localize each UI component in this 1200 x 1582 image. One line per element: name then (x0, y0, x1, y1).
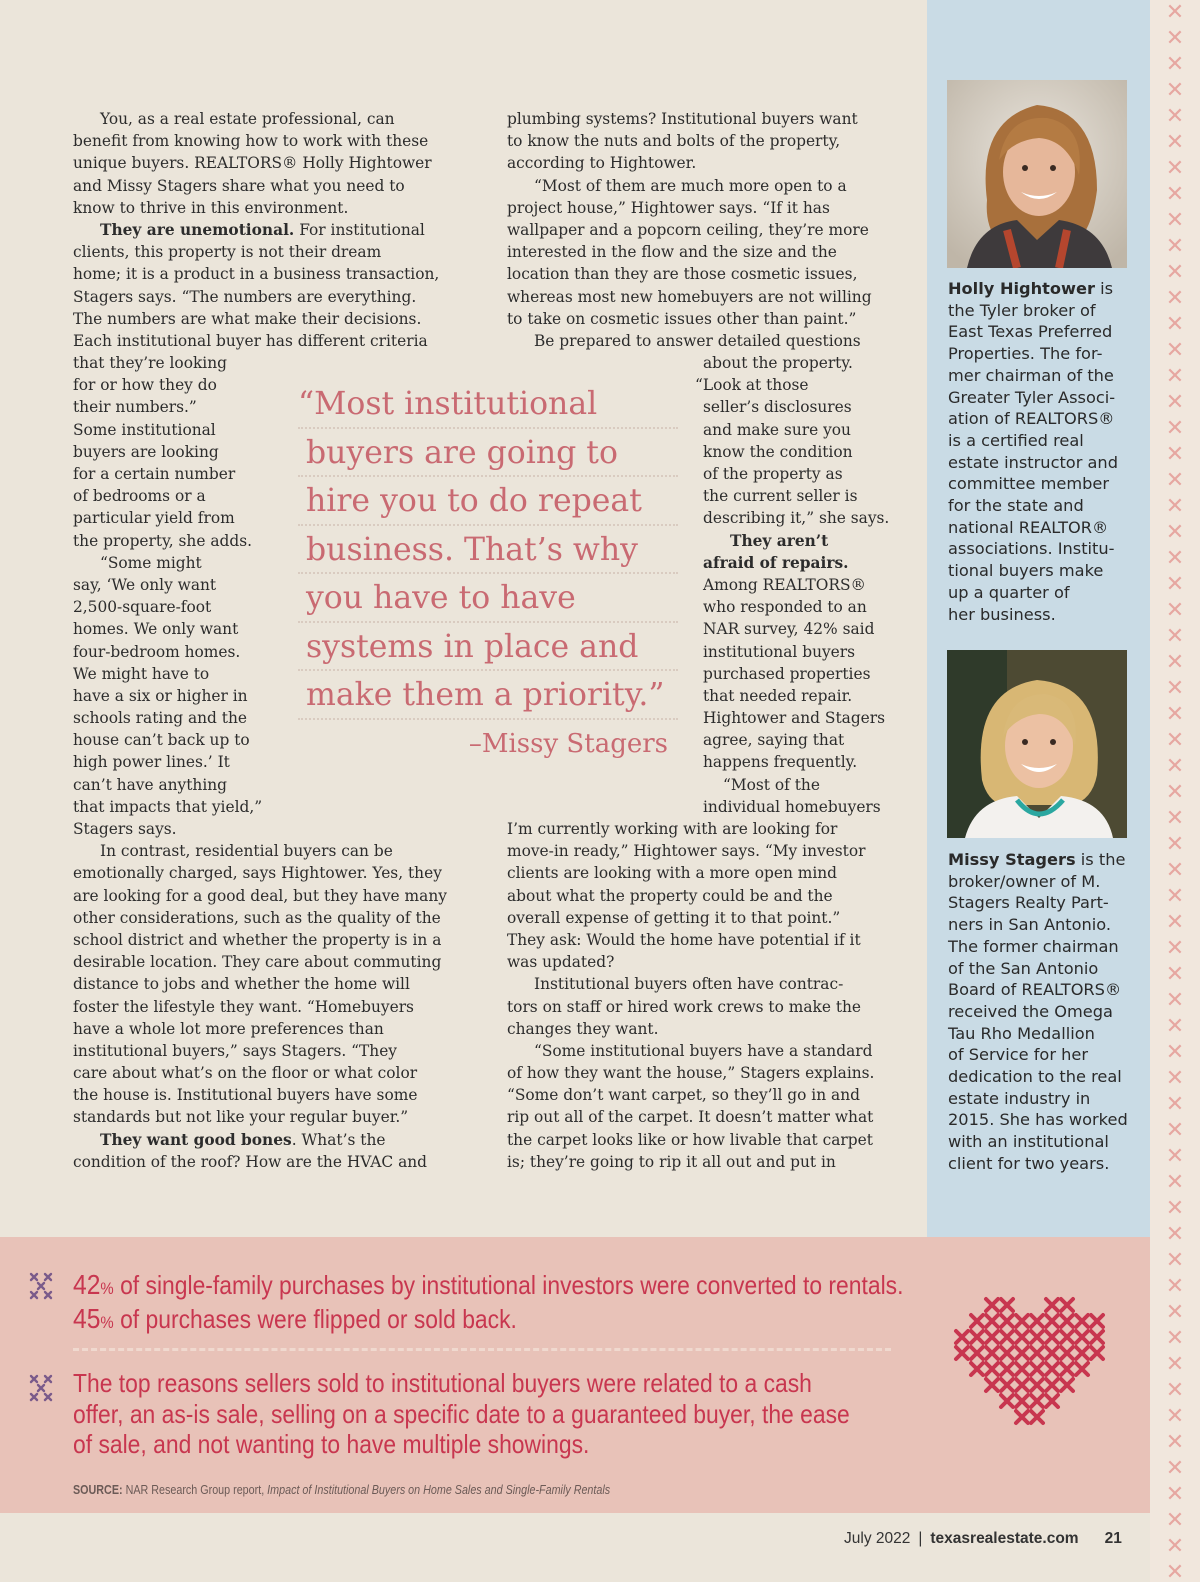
stat-flipped-number: 45 (73, 1303, 101, 1334)
bio-line (948, 849, 1138, 871)
text-line-content: clients are looking with a more open mind (507, 864, 838, 883)
pull-quote-line: hire you to do repeat (298, 477, 678, 526)
text-line (73, 1129, 447, 1151)
text-line-content: who responded to an (703, 598, 867, 617)
text-line (507, 308, 889, 330)
text-line (507, 1129, 889, 1151)
text-line (507, 1106, 889, 1128)
source-citation (73, 1483, 610, 1497)
missy-stagers-photo (947, 650, 1127, 838)
text-line-content: institutional buyers (703, 642, 856, 661)
page-number: 21 (1104, 1530, 1122, 1547)
text-line-content: that needed repair. (703, 686, 853, 705)
x-border-icon: ✕ (1165, 390, 1185, 415)
x-border-icon: ✕ (1165, 0, 1185, 25)
text-line (73, 263, 447, 285)
text-line (507, 108, 889, 130)
text-line-content: purchased properties (703, 664, 871, 683)
text-line (73, 108, 447, 130)
bio-line: Tau Rho Medallion (948, 1023, 1095, 1043)
text-line (507, 885, 889, 907)
x-border-icon: ✕ (1165, 364, 1185, 389)
x-border-icon: ✕ (1165, 910, 1185, 935)
bio-line: ners in San Antonio. (948, 915, 1112, 935)
text-line (73, 862, 447, 884)
text-line (507, 996, 889, 1018)
text-line-content: the house is. Institutional buyers have some (73, 1086, 418, 1105)
stat-rentals-text: of single-family purchases by institutional investors were converted to rentals. (113, 1270, 904, 1300)
text-line-content: seller’s disclosures (703, 398, 852, 417)
text-line-content: clients, this property is not their dream (73, 243, 382, 262)
text-line (73, 1040, 447, 1062)
text-line-content: overall expense of getting it to that point.” (507, 908, 841, 927)
x-border-icon: ✕ (1165, 598, 1185, 623)
text-line-content: school district and whether the property is in a (73, 930, 442, 949)
subhead-repairs-1: They aren’t (730, 531, 829, 550)
bio-line: committee member (948, 474, 1109, 494)
bio-line: for the state and (948, 496, 1084, 516)
x-border-icon: ✕ (1165, 286, 1185, 311)
website-link[interactable]: texasrealestate.com (930, 1530, 1079, 1547)
text-line-content: say, ‘We only want (73, 575, 217, 594)
text-line (73, 840, 447, 862)
text-line-content: house can’t back up to (73, 731, 250, 750)
text-line-content: “Most of the (723, 775, 820, 794)
missy-stagers-bio (948, 849, 1138, 1175)
text-line (507, 286, 889, 308)
text-line (507, 973, 889, 995)
text-line (73, 907, 447, 929)
stat-flipped-percent: % (100, 1313, 114, 1332)
x-border-icon: ✕ (1165, 806, 1185, 831)
x-border-icon: ✕ (1165, 702, 1185, 727)
x-border-icon: ✕ (1165, 676, 1185, 701)
text-line-content: schools rating and the (73, 709, 248, 728)
text-line (73, 352, 447, 374)
source-text: NAR Research Group report, (122, 1483, 268, 1497)
text-line-content: that they’re looking (73, 354, 227, 373)
text-line-content: of bedrooms or a (73, 487, 206, 506)
x-border-icon: ✕ (1165, 1482, 1185, 1507)
bio-text: is (1094, 279, 1114, 298)
x-border-icon: ✕ (1165, 338, 1185, 363)
bio-line: 2015. She has worked (948, 1110, 1128, 1130)
text-line-content: “Some don’t want carpet, so they’ll go in and (507, 1086, 860, 1105)
x-border-icon: ✕ (1165, 1248, 1185, 1273)
bio-line: associations. Institu- (948, 539, 1115, 559)
text-line (73, 330, 447, 352)
x-border-icon: ✕ (1165, 520, 1185, 545)
text-line (73, 197, 447, 219)
text-line-content: unique buyers. REALTORS® Holly Hightower (73, 154, 432, 173)
text-line (507, 862, 889, 884)
text-line (73, 774, 447, 796)
text-line-content: their numbers.” (73, 398, 197, 417)
text-line-content: interested in the flow and the size and the (507, 243, 837, 262)
text-line-content: was updated? (507, 953, 615, 972)
pull-quote-attribution: –Missy Stagers (468, 728, 668, 759)
bio-line: with an institutional (948, 1132, 1109, 1152)
text-line (73, 241, 447, 263)
stats-band (0, 1237, 1150, 1513)
x-border-icon: ✕ (1165, 728, 1185, 753)
cross-stitch-icon (28, 1271, 58, 1305)
text-line-content: care about what’s on the floor or what color (73, 1064, 418, 1083)
text-line (73, 885, 447, 907)
stat-flipped-text: of purchases were flipped or sold back. (113, 1304, 517, 1334)
text-line (507, 774, 889, 796)
bio-line: Greater Tyler Associ- (948, 387, 1116, 407)
text-line (507, 241, 889, 263)
text-line (73, 1062, 447, 1084)
text-line-content: homes. We only want (73, 620, 239, 639)
text-line-content: move-in ready,” Hightower says. “My investor (507, 842, 866, 861)
x-border-icon: ✕ (1165, 130, 1185, 155)
text-line-content: NAR survey, 42% said (703, 620, 875, 639)
text-line-content: foster the lifestyle they want. “Homebuyers (73, 997, 414, 1016)
x-border-icon: ✕ (1165, 208, 1185, 233)
text-line (73, 973, 447, 995)
text-line (507, 907, 889, 929)
text-line (73, 152, 447, 174)
x-border-icon: ✕ (1165, 260, 1185, 285)
text-line-content: the property, she adds. (73, 531, 252, 550)
pull-quote-line: buyers are going to (298, 429, 678, 478)
text-line-content: know to thrive in this environment. (73, 198, 349, 217)
bio-line (948, 278, 1138, 300)
bio-line: estate industry in (948, 1088, 1091, 1108)
bio-text: is the (1075, 850, 1126, 869)
text-line-content: have a whole lot more preferences than (73, 1019, 384, 1038)
pull-quote-line: “Most institutional (298, 380, 678, 429)
text-line-content: know the condition (703, 442, 853, 461)
x-border-icon: ✕ (1165, 494, 1185, 519)
holly-name: Holly Hightower (948, 279, 1095, 298)
x-border-icon: ✕ (1165, 52, 1185, 77)
text-line-content: for or how they do (73, 376, 217, 395)
x-border-icon: ✕ (1165, 884, 1185, 909)
x-border-icon: ✕ (1165, 234, 1185, 259)
text-line-content: Institutional buyers often have contrac- (534, 975, 844, 994)
text-line (507, 929, 889, 951)
subhead-unemotional: They are unemotional. (100, 220, 295, 239)
stat-rentals-number: 42 (73, 1269, 101, 1300)
text-line (73, 286, 447, 308)
text-line-content: condition of the roof? How are the HVAC and (73, 1152, 428, 1171)
text-line-content: They ask: Would the home have potential if it (507, 930, 861, 949)
text-line-content: can’t have anything (73, 775, 228, 794)
x-border-icon: ✕ (1165, 858, 1185, 883)
text-line (507, 840, 889, 862)
x-border-icon: ✕ (1165, 962, 1185, 987)
x-border-icon: ✕ (1165, 1196, 1185, 1221)
bio-line: mer chairman of the (948, 365, 1114, 385)
text-line-content: emotionally charged, says Hightower. Yes, they (73, 864, 442, 883)
text-line-content: changes they want. (507, 1019, 659, 1038)
x-border-icon: ✕ (1165, 156, 1185, 181)
x-border-icon: ✕ (1165, 1560, 1185, 1582)
text-line-content: describing it,” she says. (703, 509, 890, 528)
pull-quote (298, 380, 678, 766)
text-line-content: buyers are looking (73, 442, 219, 461)
text-line (507, 951, 889, 973)
x-border-icon: ✕ (1165, 1144, 1185, 1169)
text-line-content: of how they want the house,” Stagers explains. (507, 1064, 875, 1083)
text-line-content: about what the property could be and the (507, 886, 833, 905)
text-line-content: “Most of them are much more open to a (534, 176, 847, 195)
bio-line: Board of REALTORS® (948, 980, 1122, 1000)
text-line (73, 219, 447, 241)
text-line-content: Each institutional buyer has different criteria (73, 331, 428, 350)
bio-line: client for two years. (948, 1153, 1110, 1173)
text-line (73, 1151, 447, 1173)
text-line-content: of the property as (703, 465, 843, 483)
text-line (73, 308, 447, 330)
x-border-icon: ✕ (1165, 1534, 1185, 1559)
text-line-content: is; they’re going to rip it all out and put in (507, 1152, 836, 1171)
issue-date: July 2022 (844, 1530, 911, 1547)
text-line (507, 1084, 889, 1106)
text-line-content: You, as a real estate professional, can (100, 110, 395, 128)
x-border-icon: ✕ (1165, 780, 1185, 805)
text-line (507, 1040, 889, 1062)
dashed-divider (73, 1348, 891, 1351)
text-line (73, 996, 447, 1018)
x-border-icon: ✕ (1165, 624, 1185, 649)
text-line (73, 929, 447, 951)
x-border-icon: ✕ (1165, 1118, 1185, 1143)
text-line-content: plumbing systems? Institutional buyers want (507, 110, 858, 128)
bio-line: dedication to the real (948, 1067, 1122, 1087)
subhead-repairs-2: afraid of repairs. (703, 553, 849, 572)
text-line-content: according to Hightower. (507, 154, 697, 173)
text-line-content: and Missy Stagers share what you need to (73, 176, 405, 195)
text-line-content: I’m currently working with are looking for (507, 820, 838, 838)
text-line (507, 796, 889, 818)
source-title: Impact of Institutional Buyers on Home Sales and Single-Family Rentals (267, 1483, 611, 1497)
bio-line: the Tyler broker of (948, 300, 1096, 320)
x-border-icon: ✕ (1165, 988, 1185, 1013)
x-border-icon: ✕ (1165, 546, 1185, 571)
cross-stitch-icon (28, 1373, 58, 1407)
text-line-content: Stagers says. “The numbers are everything. (73, 287, 417, 306)
text-line (73, 818, 447, 840)
x-border-icon: ✕ (1165, 416, 1185, 441)
text-line-content: individual homebuyers (703, 797, 881, 816)
stat-reason-line-2: offer, an as-is sale, selling on a specific date to a guaranteed buyer, the ease (73, 1399, 850, 1429)
text-line (507, 263, 889, 285)
bio-line: national REALTOR® (948, 517, 1109, 537)
x-border-icon: ✕ (1165, 1352, 1185, 1377)
bio-line: of the San Antonio (948, 958, 1099, 978)
text-line (73, 1106, 447, 1128)
text-line-content: In contrast, residential buyers can be (100, 842, 393, 861)
text-line-content: desirable location. They care about commuting (73, 953, 442, 972)
text-line-content: four-bedroom homes. (73, 642, 241, 661)
text-line-content: home; it is a product in a business transaction, (73, 265, 440, 284)
bio-line: her business. (948, 604, 1056, 624)
text-line-content: 2,500-square-foot (73, 598, 212, 617)
text-line-content: tors on staff or hired work crews to make the (507, 997, 862, 1016)
x-border-icon: ✕ (1165, 1014, 1185, 1039)
x-border-icon: ✕ (1165, 26, 1185, 51)
bio-line: tional buyers make (948, 561, 1104, 581)
stat-flipped (73, 1303, 517, 1338)
text-line-content: Be prepared to answer detailed questions (534, 331, 861, 350)
text-line-content: Among REALTORS® (703, 575, 866, 594)
bio-line: estate instructor and (948, 452, 1118, 472)
text-line (507, 130, 889, 152)
x-border-icon: ✕ (1165, 1066, 1185, 1091)
text-line-content: about the property. (703, 354, 853, 373)
cross-stitch-heart-icon (952, 1295, 1112, 1449)
bio-line: up a quarter of (948, 582, 1070, 602)
text-line (507, 1151, 889, 1173)
x-border-icon: ✕ (1165, 468, 1185, 493)
pull-quote-line: make them a priority.” (298, 671, 678, 720)
text-line (73, 796, 447, 818)
bio-line: ation of REALTORS® (948, 409, 1115, 429)
x-border-icon: ✕ (1165, 650, 1185, 675)
text-line-content: to know the nuts and bolts of the property, (507, 132, 841, 151)
x-border-icon: ✕ (1165, 1508, 1185, 1533)
text-line-content: the current seller is (703, 487, 858, 506)
bio-line: Stagers Realty Part- (948, 893, 1109, 913)
x-border-icon: ✕ (1165, 1378, 1185, 1403)
x-border-icon: ✕ (1165, 1274, 1185, 1299)
text-line (73, 951, 447, 973)
text-line (507, 219, 889, 241)
footer-separator: | (918, 1530, 923, 1547)
text-line-content: “Some might (100, 553, 202, 572)
text-line-content: the carpet looks like or how livable that carpet (507, 1130, 873, 1149)
text-line-content: other considerations, such as the quality of the (73, 908, 441, 927)
x-border-icon: ✕ (1165, 1404, 1185, 1429)
bio-line: is a certified real (948, 430, 1084, 450)
x-border-icon: ✕ (1165, 182, 1185, 207)
x-border-icon: ✕ (1165, 936, 1185, 961)
text-line-content: . What’s the (291, 1130, 386, 1149)
x-border-decoration (1150, 0, 1200, 1582)
bio-line: East Texas Preferred (948, 322, 1113, 342)
text-line (73, 175, 447, 197)
x-border-icon: ✕ (1165, 1092, 1185, 1117)
text-line (507, 197, 889, 219)
bio-line: The former chairman (948, 936, 1119, 956)
x-border-icon: ✕ (1165, 832, 1185, 857)
missy-name: Missy Stagers (948, 850, 1076, 869)
text-line (73, 130, 447, 152)
text-line (507, 1062, 889, 1084)
text-line-content: institutional buyers,” says Stagers. “They (73, 1041, 397, 1060)
text-line (507, 330, 889, 352)
text-line-content: We might have to (73, 664, 210, 683)
source-label: SOURCE: (73, 1483, 123, 1497)
text-line-content: whereas most new homebuyers are not willing (507, 287, 872, 306)
text-line (507, 1018, 889, 1040)
x-border-icon: ✕ (1165, 1456, 1185, 1481)
text-line-content: standards but not like your regular buyer.” (73, 1108, 409, 1127)
text-line-content: For institutional (299, 220, 425, 239)
text-line-content: rip out all of the carpet. It doesn’t matter what (507, 1108, 874, 1127)
text-line (73, 1018, 447, 1040)
page-footer (844, 1530, 1122, 1548)
text-line-content: high power lines.’ It (73, 753, 230, 772)
text-line (73, 1084, 447, 1106)
x-border-icon: ✕ (1165, 1170, 1185, 1195)
text-line-content: location than they are those cosmetic issues, (507, 265, 858, 284)
x-border-icon: ✕ (1165, 1040, 1185, 1065)
text-line-content: have a six or higher in (73, 686, 248, 705)
text-line-content: benefit from knowing how to work with these (73, 132, 429, 151)
subhead-good-bones: They want good bones (100, 1130, 292, 1149)
text-line-content: “Some institutional buyers have a standard (534, 1041, 873, 1060)
pull-quote-line: you have to have (298, 574, 678, 623)
x-border-icon: ✕ (1165, 572, 1185, 597)
bio-line: received the Omega (948, 1001, 1113, 1021)
x-border-icon: ✕ (1165, 754, 1185, 779)
x-border-icon: ✕ (1165, 1430, 1185, 1455)
x-border-icon: ✕ (1165, 1300, 1185, 1325)
text-line (507, 352, 889, 374)
x-border-icon: ✕ (1165, 78, 1185, 103)
bio-line: broker/owner of M. (948, 871, 1101, 891)
text-line-content: Stagers says. (73, 820, 177, 838)
bio-line: of Service for her (948, 1045, 1088, 1065)
pull-quote-line: business. That’s why (298, 526, 678, 575)
pull-quote-line: systems in place and (298, 623, 678, 672)
text-line-content: are looking for a good deal, but they have many (73, 886, 447, 905)
holly-hightower-bio (948, 278, 1138, 625)
stat-rentals (73, 1269, 903, 1304)
x-border-icon: ✕ (1165, 312, 1185, 337)
text-line-content: that impacts that yield,” (73, 797, 263, 816)
stat-reason-line-1: The top reasons sellers sold to institutional buyers were related to a cash (73, 1368, 812, 1398)
text-line-content: “Look at those (695, 376, 809, 395)
stat-reason-line-3: of sale, and not wanting to have multiple showings. (73, 1429, 590, 1459)
bio-line: Properties. The for- (948, 344, 1103, 364)
text-line (507, 818, 889, 840)
x-border-icon: ✕ (1165, 1326, 1185, 1351)
text-line-content: project house,” Hightower says. “If it has (507, 198, 830, 217)
x-border-icon: ✕ (1165, 1222, 1185, 1247)
text-line-content: to take on cosmetic issues other than paint.” (507, 309, 857, 328)
text-line-content: happens frequently. (703, 753, 858, 772)
text-line-content: wallpaper and a popcorn ceiling, they’re more (507, 220, 869, 239)
text-line-content: agree, saying that (703, 731, 845, 750)
text-line-content: Hightower and Stagers (703, 709, 886, 728)
x-border-icon: ✕ (1165, 104, 1185, 129)
text-line-content: Some institutional (73, 420, 216, 439)
x-border-icon: ✕ (1165, 442, 1185, 467)
text-line-content: particular yield from (73, 509, 235, 528)
text-line-content: distance to jobs and whether the home will (73, 975, 410, 994)
holly-hightower-photo (947, 80, 1127, 268)
text-line-content: for a certain number (73, 465, 236, 483)
text-line (507, 152, 889, 174)
text-line (507, 175, 889, 197)
text-line-content: The numbers are what make their decisions. (73, 309, 422, 328)
text-line-content: and make sure you (703, 420, 851, 439)
stat-rentals-percent: % (100, 1279, 114, 1298)
